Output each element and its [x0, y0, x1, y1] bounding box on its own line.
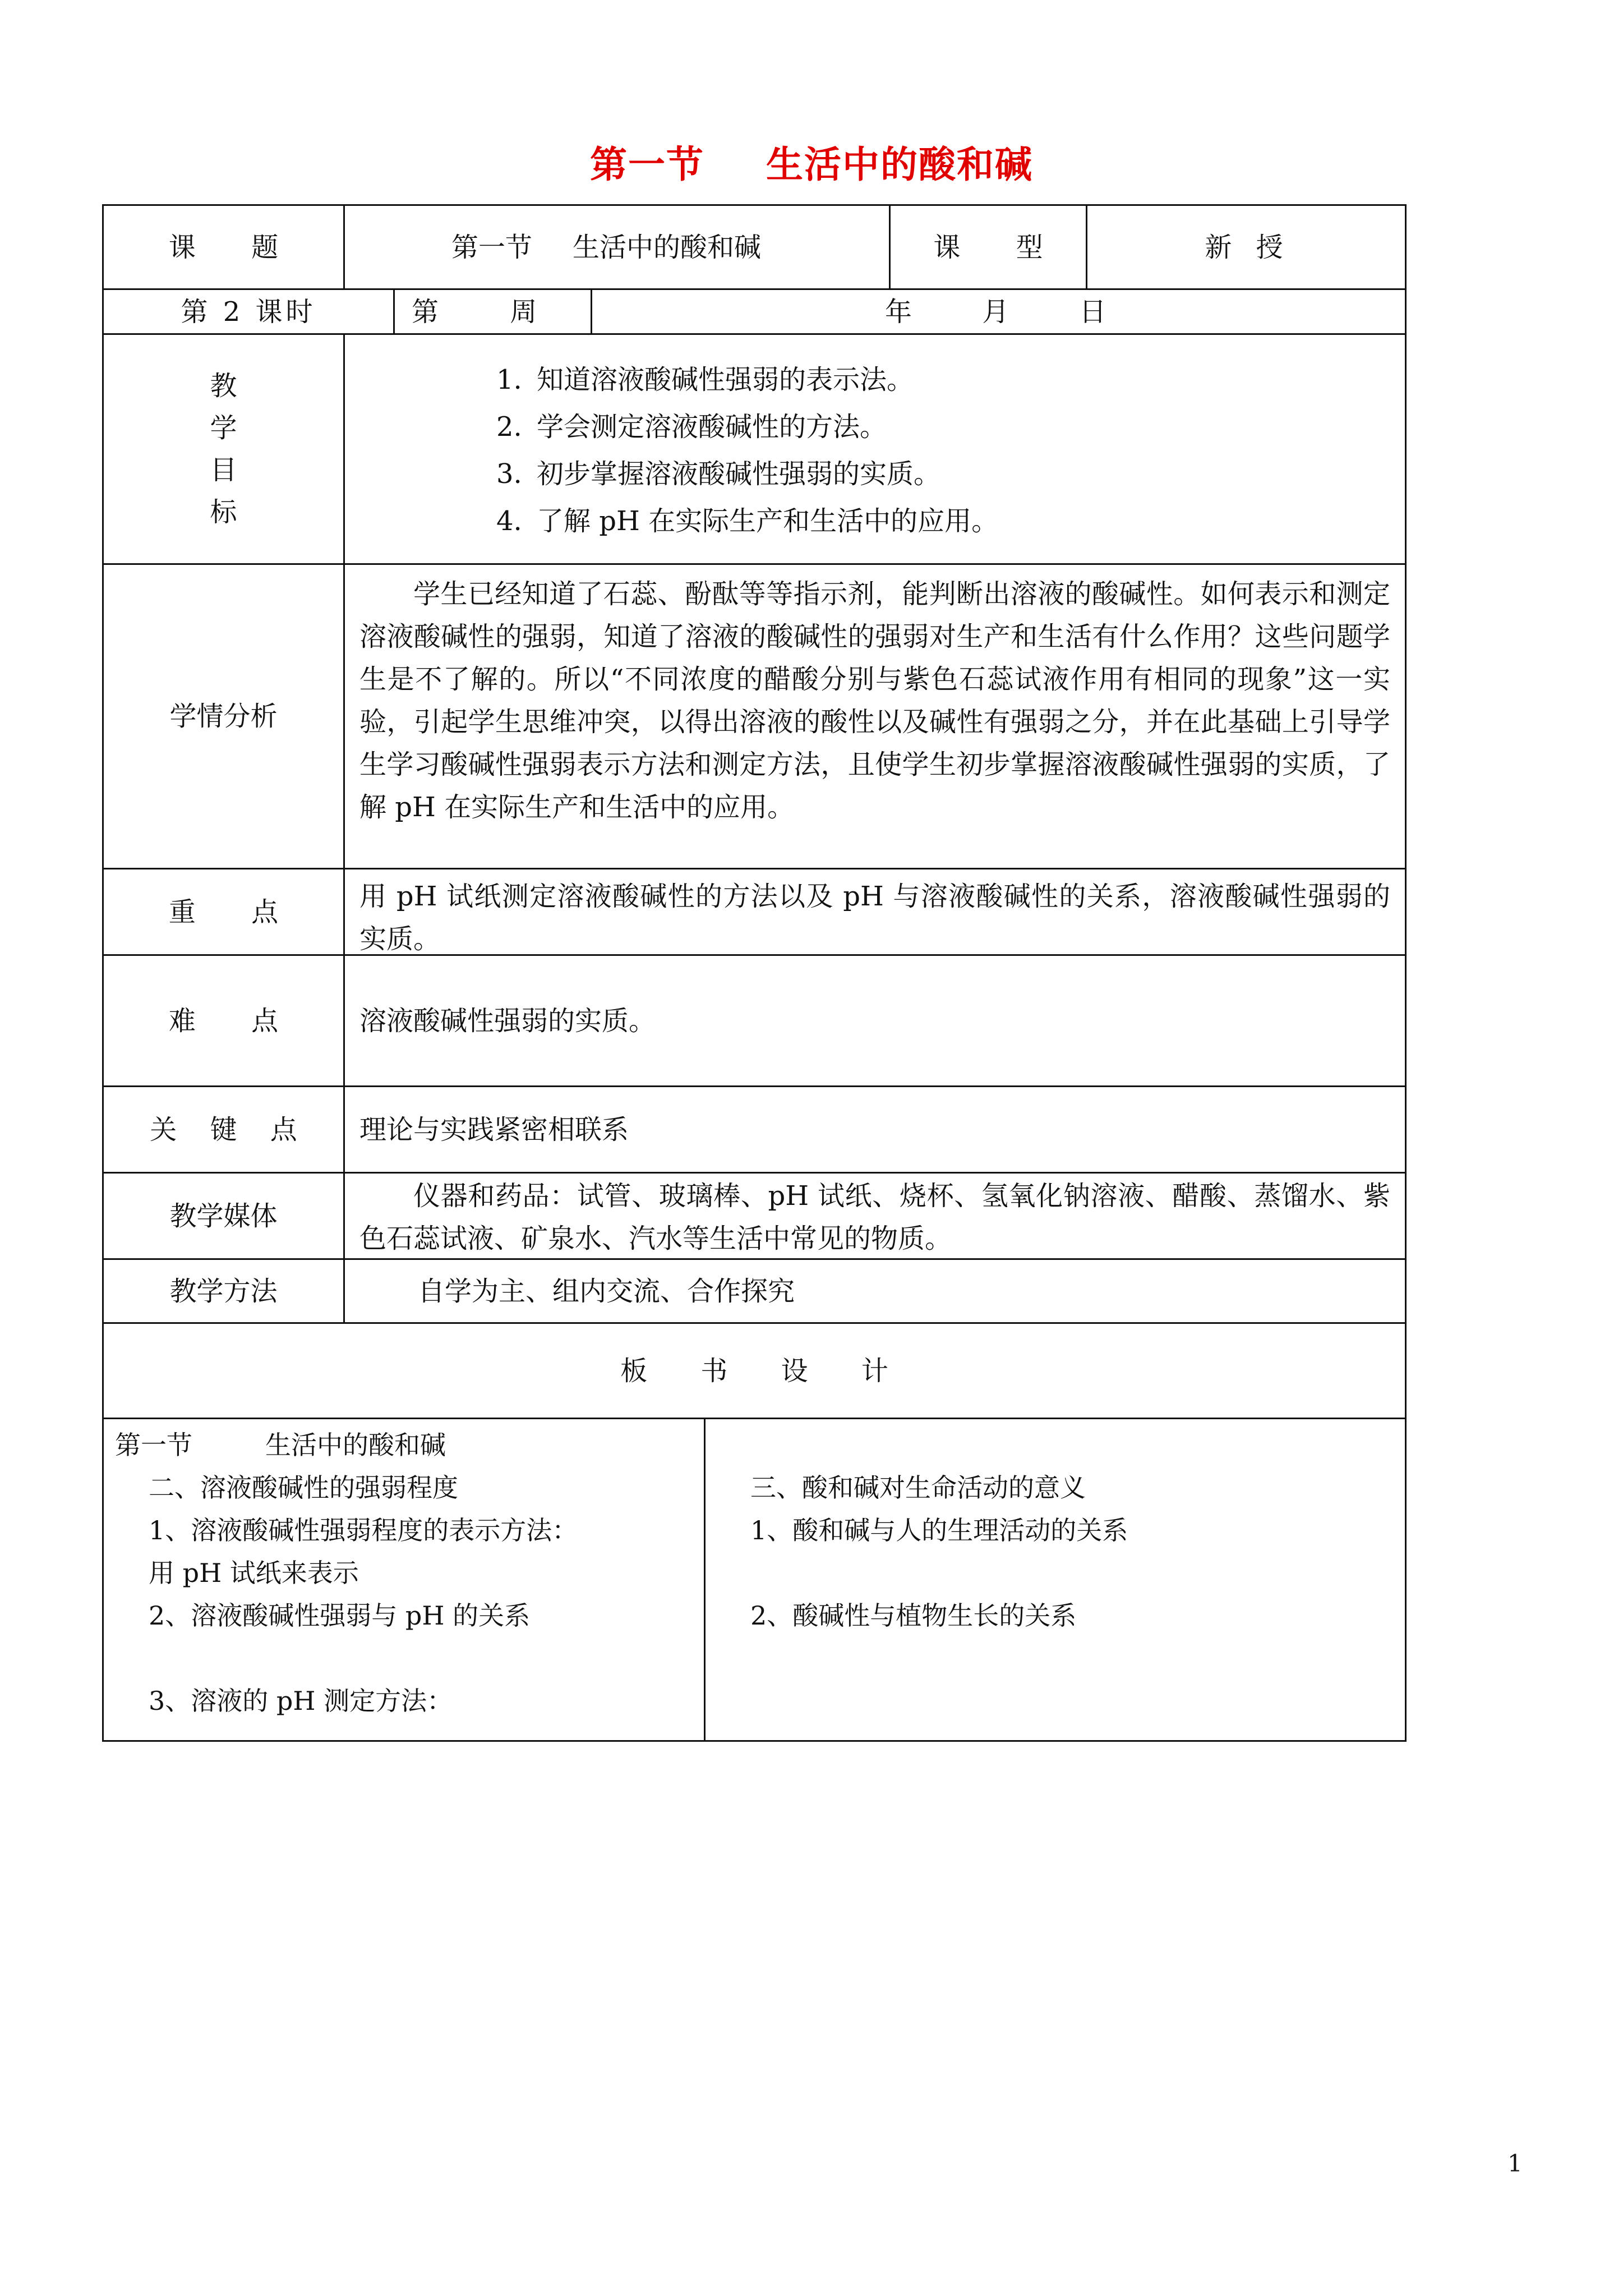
- board-left: [104, 1419, 704, 1740]
- row-board-content: [102, 1418, 1407, 1742]
- row-method: [102, 1258, 1407, 1322]
- topic-value-section: 第一节: [451, 231, 533, 263]
- lesson-number: 第 2 课时: [181, 296, 316, 328]
- media-text: 仪器和药品：试管、玻璃棒、pH 试纸、烧杯、氢氧化钠溶液、醋酸、蒸馏水、紫色石蕊试液、矿泉水、汽水等生活中常见的物质。: [359, 1180, 1390, 1254]
- method-text: 自学为主、组内交流、合作探究: [343, 1260, 1405, 1322]
- board-left-line: 1、溶液酸碱性强弱程度的表示方法：: [149, 1515, 578, 1545]
- media-content: [343, 1174, 1405, 1258]
- row-session: [102, 288, 1407, 333]
- topic-value-name: 生活中的酸和碱: [573, 231, 762, 263]
- board-heading: 板 书 设 计: [620, 1355, 888, 1387]
- type-label: 课 型: [889, 206, 1086, 288]
- objective-item: 3. 初步掌握溶液酸碱性强弱的实质。: [496, 458, 941, 490]
- board-right-line: [750, 1552, 1128, 1594]
- crux-text: 理论与实践紧密相联系: [343, 1087, 1405, 1172]
- week-field: 第 周: [393, 290, 591, 333]
- row-objectives: [102, 333, 1407, 563]
- board-left-title: 第一节 生活中的酸和碱: [115, 1430, 446, 1460]
- page-title: [0, 135, 1623, 188]
- board-left-line: [115, 1637, 578, 1680]
- objectives-label-char: 标: [210, 496, 237, 528]
- objectives-label-char: 学: [210, 412, 237, 444]
- page-number: 1: [1507, 2150, 1523, 2177]
- title-section: 第一节: [590, 142, 704, 186]
- board-left-line: 二、溶液酸碱性的强弱程度: [149, 1473, 458, 1503]
- row-analysis: [102, 563, 1407, 868]
- row-key-point: [102, 868, 1407, 954]
- key-point-label: 重 点: [168, 896, 302, 928]
- objective-item: 4. 了解 pH 在实际生产和生活中的应用。: [496, 505, 999, 537]
- board-right-line: 1、酸和碱与人的生理活动的关系: [750, 1515, 1128, 1545]
- key-point-content: [343, 869, 1405, 954]
- objectives-label-char: 目: [210, 454, 237, 486]
- board-left-line: 3、溶液的 pH 测定方法：: [149, 1686, 453, 1716]
- topic-value: [343, 206, 889, 288]
- row-topic: [102, 204, 1407, 288]
- board-right-line: 2、酸碱性与植物生长的关系: [750, 1600, 1077, 1631]
- media-label: 教学媒体: [169, 1200, 278, 1232]
- lesson-plan-table: [102, 204, 1407, 1742]
- board-left-line: 2、溶液酸碱性强弱与 pH 的关系: [149, 1600, 531, 1631]
- row-media: [102, 1172, 1407, 1258]
- difficulty-label: 难 点: [168, 1005, 302, 1037]
- difficulty-text: 溶液酸碱性强弱的实质。: [343, 956, 1405, 1085]
- key-point-text: 用 pH 试纸测定溶液酸碱性的方法以及 pH 与溶液酸碱性的关系，溶液酸碱性强弱的实质。: [359, 881, 1390, 955]
- title-topic: 生活中的酸和碱: [766, 142, 1033, 186]
- objective-item: 1. 知道溶液酸碱性强弱的表示法。: [496, 364, 914, 395]
- crux-label: 关 键 点: [150, 1114, 310, 1145]
- board-right: [704, 1419, 1405, 1740]
- board-right-line: 三、酸和碱对生命活动的意义: [750, 1473, 1086, 1503]
- analysis-content: [343, 565, 1405, 868]
- row-board-heading: [102, 1322, 1407, 1418]
- type-value: 新 授: [1086, 206, 1408, 288]
- row-crux: [102, 1085, 1407, 1172]
- board-left-line: 用 pH 试纸来表示: [149, 1558, 359, 1588]
- date-field: 年 月 日: [591, 290, 1408, 333]
- objectives-content: [343, 335, 1405, 563]
- row-difficulty: [102, 954, 1407, 1085]
- analysis-text: 学生已经知道了石蕊、酚酞等等指示剂，能判断出溶液的酸碱性。如何表示和测定溶液酸碱性的强弱，知道了溶液的酸碱性的强弱对生产和生活有什么作用？这些问题学生是不了解的。所以“不同浓度的醋酸分别与紫色石蕊试液作用有相同的现象”这一实验，引起学生思维冲突，以得出溶液的酸性以及碱性有强弱之分，并在此基础上引导学生学习酸碱性强弱表示方法和测定方法，且使学生初步掌握溶液酸碱性强弱的实质，了解 pH 在实际生产和生活中的应用。: [359, 578, 1390, 823]
- analysis-label: 学情分析: [169, 701, 278, 732]
- objectives-label: [104, 335, 343, 563]
- method-label: 教学方法: [169, 1275, 278, 1307]
- topic-label: 课 题: [168, 231, 302, 263]
- objective-item: 2. 学会测定溶液酸碱性的方法。: [496, 411, 887, 443]
- objectives-label-char: 教: [210, 370, 237, 402]
